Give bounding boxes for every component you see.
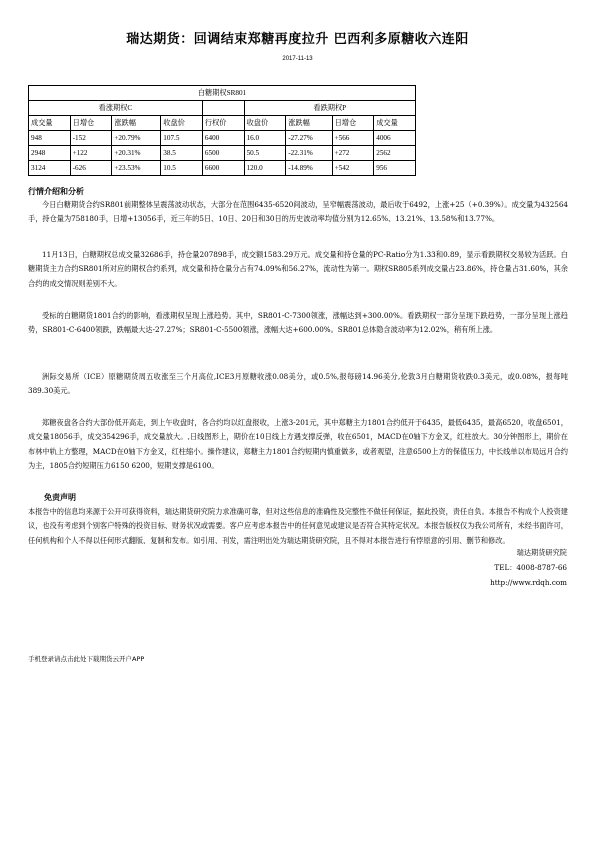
table-cell: 948 [29,131,71,146]
table-cell: 6600 [202,161,244,176]
paragraph-options-trend: 受标的白糖期货1801合约的影响，看涨期权呈现上涨趋势。其中，SR801-C-7300领涨，涨幅达到+300.00%。看跌期权一部分呈现下跌趋势，一部分呈现上涨趋势，SR801-C-6400领跌，跌幅最大达-27.27%；SR801-C-5500领涨，涨幅大达+600.00%。SR801总体隐含波动率为12.02%，稍有所上涨。 [28,311,568,335]
table-cell: +542 [332,161,374,176]
table-cell: 6500 [202,146,244,161]
contact-tel: TEL：4008-8787-66 [494,563,567,572]
table-row [29,146,416,161]
table-cell: 10.5 [161,161,203,176]
table-cell: -152 [70,131,112,146]
document-date: 2017-11-13 [282,56,313,62]
table-cell: 2562 [374,146,416,161]
paragraph-disclaimer: 本报告中的信息均来源于公开可获得资料，瑞达期货研究院力求准确可靠，但对这些信息的准确性及完整性不做任何保证，据此投资，责任自负。本报告不构成个人投资建议，也没有考虑到个别客户特殊的投资目标、财务状况或需要。客户应考虑本报告中的任何意见或建议是否符合其特定状况。本报告版权仅为我公司所有，未经书面许可，任何机构和个人不得以任何形式翻版、复制和发布。如引用、刊发，需注明出处为瑞达期货研究院，且不得对本报告进行有悖原意的引用、删节和修改。 [28,507,568,545]
column-header: 行权价 [202,116,244,131]
paragraph-options-volume: 11月13日，白糖期权总成交量32686手，持仓量207898手，成交额1583.29万元。成交量和持仓量的PC-Ratio分为1.33和0.89，显示看跌期权交易较为活跃。白糖期货主力合约SR801所对应的期权合约系列，成交量和持仓量分占有74.09%和56.27%，流动性为第一。期权SR805系列成交量占23.86%，持仓量占31.60%，其余合约的成交情况则差别不大。 [28,250,568,288]
put-header: 看跌期权P [244,101,415,116]
table-cell: 956 [374,161,416,176]
table-cell: 120.0 [244,161,286,176]
document-title: 瑞达期货：回调结束郑糖再度拉升 巴西利多原糖收六连阳 [126,32,469,47]
table-cell: 6400 [202,131,244,146]
table-row [29,161,416,176]
table-cell: -626 [70,161,112,176]
column-header: 收盘价 [244,116,286,131]
section-heading-disclaimer: 免责声明 [44,493,76,502]
table-header-row [29,116,416,131]
table-cell: 16.0 [244,131,286,146]
table-cell: +20.31% [112,146,161,161]
contact-website-link[interactable]: http://www.rdqh.com [490,578,567,587]
table-cell: +20.79% [112,131,161,146]
table-caption-row [29,86,416,101]
table-cell: 107.5 [161,131,203,146]
table-cell: 50.5 [244,146,286,161]
app-download-link[interactable]: 手机登录请点击此处下载期货云开户APP [28,655,145,663]
table-cell: -14.89% [286,161,332,176]
table-cell: 38.5 [161,146,203,161]
column-header: 涨跌幅 [286,116,332,131]
table-cell: 2948 [29,146,71,161]
column-header: 成交量 [29,116,71,131]
blank-cell [202,101,244,116]
table-cell: +23.53% [112,161,161,176]
column-header: 收盘价 [161,116,203,131]
paragraph-futures-overview: 今日白糖期货合约SR801前期整体呈震荡波动状态，大部分在范围6435-6520间波动，呈窄幅震荡波动，最后收于6492，上涨+25（+0.39%）。成交量为432564手，持仓量为758180手，日增+13056手，近三年的5日、10日、20日和30日的历史波动率均值分别为12.65%、13.21%、13.58%和13.77%。 [28,200,568,224]
column-header: 成交量 [374,116,416,131]
contact-org: 瑞达期货研究院 [516,548,567,557]
paragraph-zhengzhou-sugar: 郑糖夜盘各合约大部份低开高走，到上午收盘时，各合约均以红盘报收，上涨3-201元，其中郑糖主力1801合约低开于6435，最低6435，最高6520，收盘6501，成交量18056手，成交354296手，成交量放大。,日线图形上，期价在10日线上方遇支撑反弹，收在6501，MACD在0轴下方金叉，红柱放大。30分钟图形上，期价在布林中轨上方整理，MACD在0轴下方金叉，红柱缩小。操作建议，郑糖主力1801合约短期内慎重做多，或者观望，注意6500上方的保值压力，中长线单以布局远月合约为主，1805合约短期压力6150 6200，短期支撑是6100。 [28,418,568,470]
section-heading-analysis: 行情介绍和分析 [28,187,84,196]
table-cell: +272 [332,146,374,161]
column-header: 涨跌幅 [112,116,161,131]
table-cell: +122 [70,146,112,161]
table-cell: -22.31% [286,146,332,161]
options-table [28,85,416,176]
paragraph-ice-sugar: 洲际交易所（ICE）原糖期货周五收涨至三个月高位,ICE3月原糖收涨0.08美分，或0.5%,报每磅14.96美分,伦敦3月白糖期货收跌0.3美元，或0.08%，报每吨389.30美元。 [28,372,568,396]
table-group-row [29,101,416,116]
table-cell: 3124 [29,161,71,176]
column-header: 日增仓 [332,116,374,131]
table-cell: 4006 [374,131,416,146]
table-cell: +566 [332,131,374,146]
call-header: 看涨期权C [29,101,203,116]
column-header: 日增仓 [70,116,112,131]
table-cell: -27.27% [286,131,332,146]
table-row [29,131,416,146]
table-caption: 白糖期权SR801 [29,86,416,101]
